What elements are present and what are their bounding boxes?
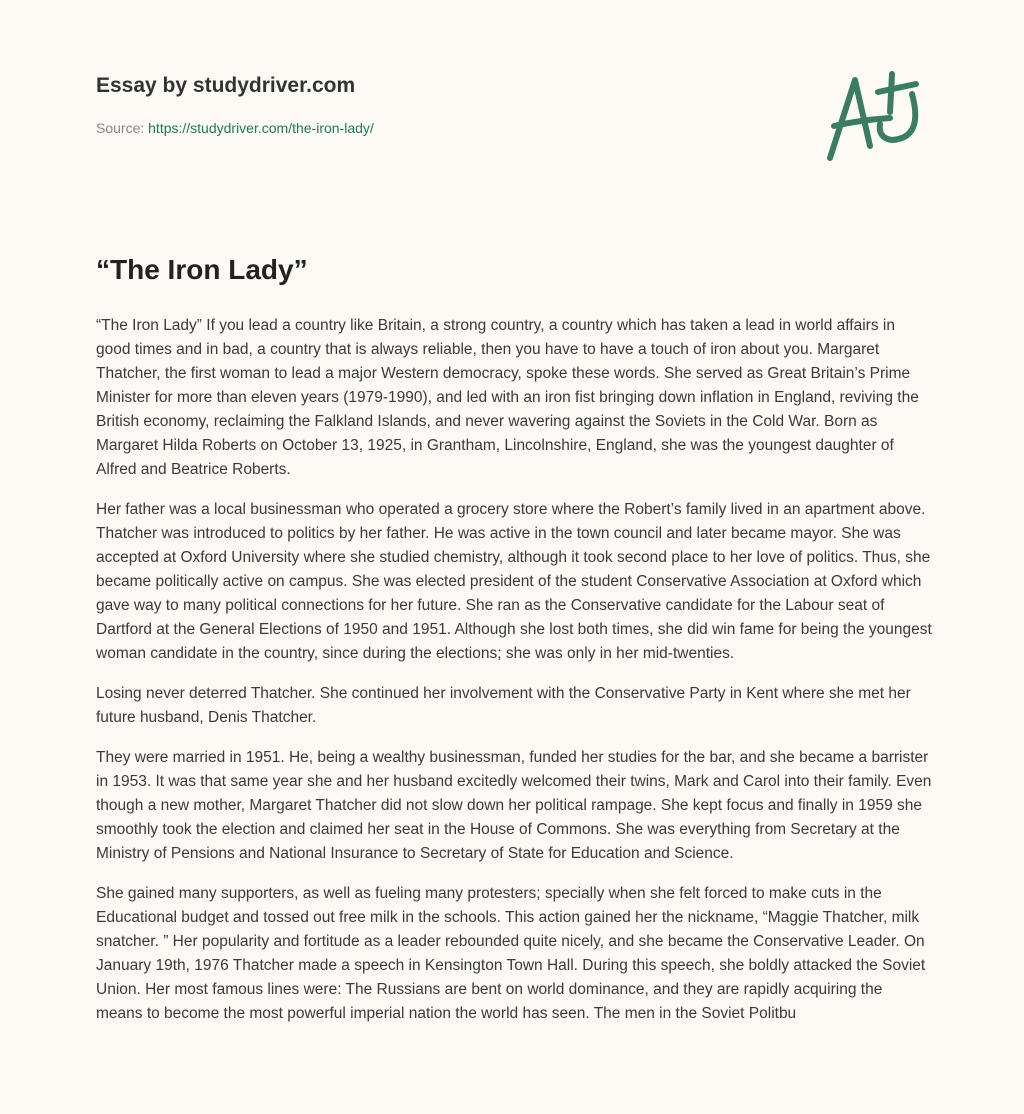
page-header bbox=[96, 74, 930, 136]
source-line bbox=[96, 120, 930, 136]
site-title: Essay by studydriver.com bbox=[96, 74, 356, 97]
essay-paragraph: Her father was a local businessman who operated a grocery store where the Robert’s family lived in an apartment above. Thatcher was introduced to politics by her father. He was active in the town council and later became mayor. She was accepted at Oxford University where she studied chemistry, although it took second place to her love of politics. Thus, she became politically active on campus. She was elected president of the student Conservative Association at Oxford which gave way to many political connections for her future. She ran as the Conservative candidate for the Labour seat of Dartford at the General Elections of 1950 and 1951. Although she lost both times, she did win fame for being the youngest woman candidate in the country, since during the elections; she was only in her mid-twenties. bbox=[96, 501, 932, 662]
source-link[interactable]: https://studydriver.com/the-iron-lady/ bbox=[148, 120, 374, 136]
essay-paragraph: “The Iron Lady” If you lead a country like Britain, a strong country, a country which has taken a lead in world affairs in good times and in bad, a country that is always reliable, then you have to have a touch of iron about you. Margaret Thatcher, the first woman to lead a major Western democracy, spoke these words. She served as Great Britain’s Prime Minister for more than eleven years (1979-1990), and led with an iron fist bringing down inflation in England, reviving the British economy, reclaiming the Falkland Islands, and never wavering against the Soviets in the Cold War. Born as Margaret Hilda Roberts on October 13, 1925, in Grantham, Lincolnshire, England, she was the youngest daughter of Alfred and Beatrice Roberts. bbox=[96, 317, 919, 478]
essay-paragraph: She gained many supporters, as well as fueling many protesters; specially when she felt forced to make cuts in the Educational budget and tossed out free milk in the schools. This action gained her the nickname, “Maggie Thatcher, milk snatcher. ” Her popularity and fortitude as a leader rebounded quite nicely, and she became the Conservative Leader. On January 19th, 1976 Thatcher made a speech in Kensington Town Hall. During this speech, she boldly attacked the Soviet Union. Her most famous lines were: The Russians are bent on world dominance, and they are rapidly acquiring the means to become the most powerful imperial nation the world has seen. The men in the Soviet Politbu bbox=[96, 885, 926, 1022]
essay-paragraph: Losing never deterred Thatcher. She continued her involvement with the Conservative Party in Kent where she met her future husband, Denis Thatcher. bbox=[96, 685, 911, 726]
essay-paragraph: They were married in 1951. He, being a wealthy businessman, funded her studies for the bar, and she became a barrister in 1953. It was that same year she and her husband excitedly welcomed their twins, Mark and Carol into their family. Even though a new mother, Margaret Thatcher did not slow down her political rampage. She kept focus and finally in 1959 she smoothly took the election and claimed her seat in the House of Commons. She was everything from Secretary at the Ministry of Pensions and National Insurance to Secretary of State for Education and Science. bbox=[96, 749, 932, 862]
essay-body bbox=[96, 314, 932, 1042]
essay-title: “The Iron Lady” bbox=[96, 254, 308, 285]
a-plus-logo-icon bbox=[820, 68, 930, 168]
source-label: Source: bbox=[96, 120, 149, 136]
